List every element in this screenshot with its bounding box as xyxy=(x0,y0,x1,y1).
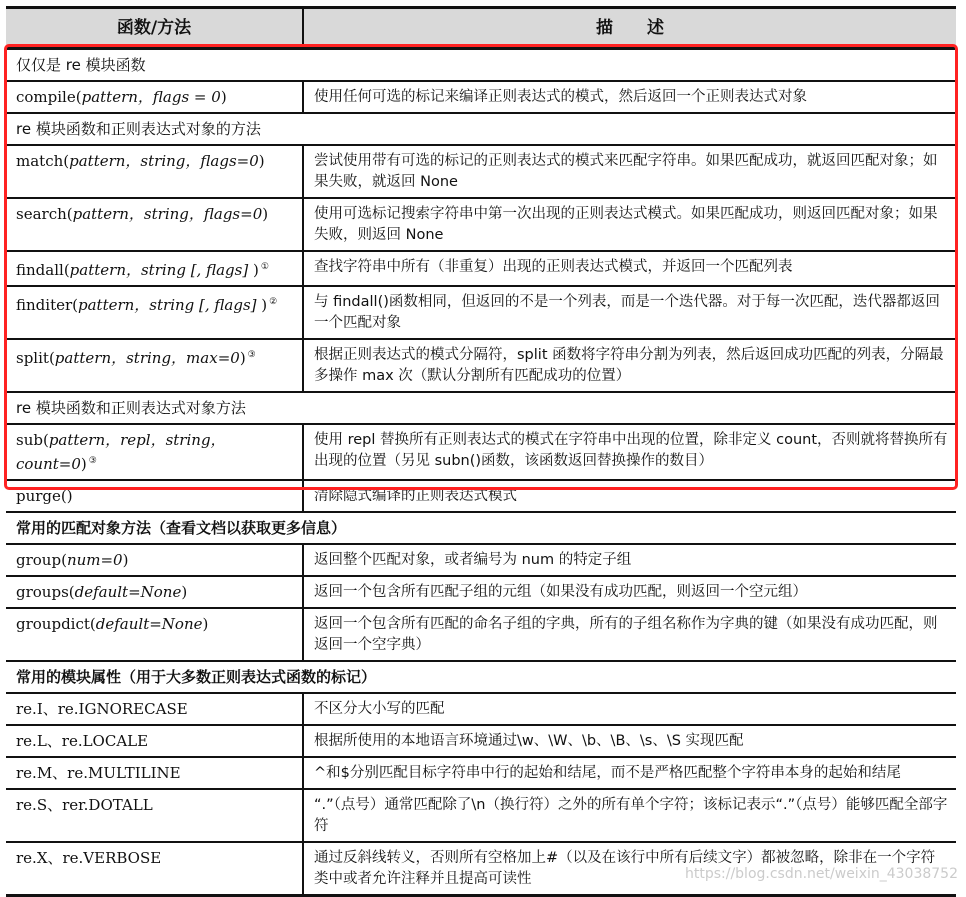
function-name: finditer xyxy=(16,296,73,314)
function-args: pattern，string，flags=0 xyxy=(72,205,263,223)
table-row xyxy=(6,757,956,789)
function-name: compile xyxy=(16,88,76,106)
section-title: re 模块函数和正则表达式对象方法 xyxy=(6,392,956,424)
function-description: 返回整个匹配对象，或者编号为 num 的特定子组 xyxy=(303,544,956,576)
function-signature: findall(pattern，string [, flags] ) ① xyxy=(6,251,303,286)
section-header-row xyxy=(6,113,956,145)
function-signature xyxy=(6,693,303,725)
section-title: 仅仅是 re 模块函数 xyxy=(6,49,956,82)
table-row xyxy=(6,339,956,392)
section-header-row xyxy=(6,512,956,544)
function-description: 根据正则表达式的模式分隔符，split 函数将字符串分割为列表，然后返回成功匹配的列表，分隔最多操作 max 次（默认分割所有匹配成功的位置） xyxy=(303,339,956,392)
table-row xyxy=(6,544,956,576)
function-signature: match(pattern，string，flags=0) xyxy=(6,145,303,198)
function-name: re.S、rer.DOTALL xyxy=(16,796,153,814)
function-name: match xyxy=(16,152,64,170)
regex-reference-table-container xyxy=(6,6,956,897)
function-args: pattern，string [, flags] xyxy=(69,261,253,279)
function-description: 通过反斜线转义，否则所有空格加上#（以及在该行中所有后续文字）都被忽略，除非在一个字符类中或者允许注释并且提高可读性 xyxy=(303,842,956,896)
function-args: pattern，repl，string，count=0 xyxy=(16,431,226,473)
section-title: 常用的模块属性（用于大多数正则表达式函数的标记） xyxy=(6,661,956,693)
footnote-marker: ② xyxy=(269,297,278,307)
function-description: 使用任何可选的标记来编译正则表达式的模式，然后返回一个正则表达式对象 xyxy=(303,81,956,113)
function-description: 根据所使用的本地语言环境通过\w、\W、\b、\B、\s、\S 实现匹配 xyxy=(303,725,956,757)
function-description: 查找字符串中所有（非重复）出现的正则表达式模式，并返回一个匹配列表 xyxy=(303,251,956,286)
function-signature: split(pattern，string，max=0) ③ xyxy=(6,339,303,392)
function-signature: group(num=0) xyxy=(6,544,303,576)
function-name: sub xyxy=(16,431,43,449)
section-header-row xyxy=(6,392,956,424)
function-signature: groups(default=None) xyxy=(6,576,303,608)
function-name: re.X、re.VERBOSE xyxy=(16,849,162,867)
function-signature xyxy=(6,725,303,757)
function-signature: sub(pattern，repl，string，count=0) ③ xyxy=(6,424,303,480)
watermark: https://blog.csdn.net/weixin_43038752 xyxy=(684,866,958,882)
function-name: search xyxy=(16,205,67,223)
function-signature: groupdict(default=None) xyxy=(6,608,303,661)
function-args: pattern，string，flags=0 xyxy=(69,152,259,170)
section-title: re 模块函数和正则表达式对象的方法 xyxy=(6,113,956,145)
function-description: ^和$分别匹配目标字符串中行的起始和结尾，而不是严格匹配整个字符串本身的起始和结尾 xyxy=(303,757,956,789)
table-row xyxy=(6,693,956,725)
function-description: “.”（点号）通常匹配除了\n（换行符）之外的所有单个字符；该标记表示“.”（点号）能够匹配全部字符 xyxy=(303,789,956,842)
function-signature xyxy=(6,757,303,789)
function-description: 不区分大小写的匹配 xyxy=(303,693,956,725)
function-description: 返回一个包含所有匹配的命名子组的字典，所有的子组名称作为字典的键（如果没有成功匹配，则返回一个空字典） xyxy=(303,608,956,661)
table-row xyxy=(6,576,956,608)
function-name: findall xyxy=(16,261,64,279)
function-name: groups xyxy=(16,583,69,601)
table-row xyxy=(6,608,956,661)
function-name: group xyxy=(16,551,62,569)
function-args: pattern，flags = 0 xyxy=(81,88,221,106)
function-args: pattern，string [, flags] xyxy=(78,296,262,314)
table-header-row xyxy=(6,8,956,49)
table-row xyxy=(6,145,956,198)
regex-reference-table xyxy=(6,6,956,897)
section-header-row xyxy=(6,49,956,82)
function-name: re.I、re.IGNORECASE xyxy=(16,700,188,718)
table-row xyxy=(6,251,956,286)
table-row xyxy=(6,81,956,113)
table-row xyxy=(6,424,956,480)
function-description: 使用 repl 替换所有正则表达式的模式在字符串中出现的位置，除非定义 count，否则就将替换所有出现的位置（另见 subn()函数，该函数返回替换操作的数目） xyxy=(303,424,956,480)
function-name: split xyxy=(16,349,49,367)
table-row xyxy=(6,480,956,512)
function-name: purge xyxy=(16,487,61,505)
footnote-marker: ① xyxy=(260,262,269,272)
function-signature: compile(pattern，flags = 0) xyxy=(6,81,303,113)
section-title: 常用的匹配对象方法（查看文档以获取更多信息） xyxy=(6,512,956,544)
function-name: groupdict xyxy=(16,615,90,633)
function-description: 与 findall()函数相同，但返回的不是一个列表，而是一个迭代器。对于每一次匹配，迭代器都返回一个匹配对象 xyxy=(303,286,956,339)
function-args: pattern，string，max=0 xyxy=(54,349,240,367)
table-row xyxy=(6,286,956,339)
function-signature: purge() xyxy=(6,480,303,512)
function-args: default=None xyxy=(74,583,182,601)
column-header-description: 描 述 xyxy=(303,8,956,49)
section-header-row xyxy=(6,661,956,693)
footnote-marker: ③ xyxy=(88,456,97,466)
table-body xyxy=(6,49,956,896)
function-signature xyxy=(6,842,303,896)
table-row xyxy=(6,725,956,757)
function-name: re.L、re.LOCALE xyxy=(16,732,149,750)
function-signature: finditer(pattern，string [, flags] ) ② xyxy=(6,286,303,339)
function-args: default=None xyxy=(95,615,203,633)
function-args: num=0 xyxy=(66,551,123,569)
function-name: re.M、re.MULTILINE xyxy=(16,764,181,782)
function-description: 尝试使用带有可选的标记的正则表达式的模式来匹配字符串。如果匹配成功，就返回匹配对象；如果失败，就返回 None xyxy=(303,145,956,198)
function-signature: search(pattern，string，flags=0) xyxy=(6,198,303,251)
table-row xyxy=(6,198,956,251)
function-signature xyxy=(6,789,303,842)
column-header-function: 函数/方法 xyxy=(6,8,303,49)
function-description: 清除隐式编译的正则表达式模式 xyxy=(303,480,956,512)
function-description: 使用可选标记搜索字符串中第一次出现的正则表达式模式。如果匹配成功，则返回匹配对象；如果失败，则返回 None xyxy=(303,198,956,251)
footnote-marker: ③ xyxy=(247,350,256,360)
function-description: 返回一个包含所有匹配子组的元组（如果没有成功匹配，则返回一个空元组） xyxy=(303,576,956,608)
table-row xyxy=(6,789,956,842)
